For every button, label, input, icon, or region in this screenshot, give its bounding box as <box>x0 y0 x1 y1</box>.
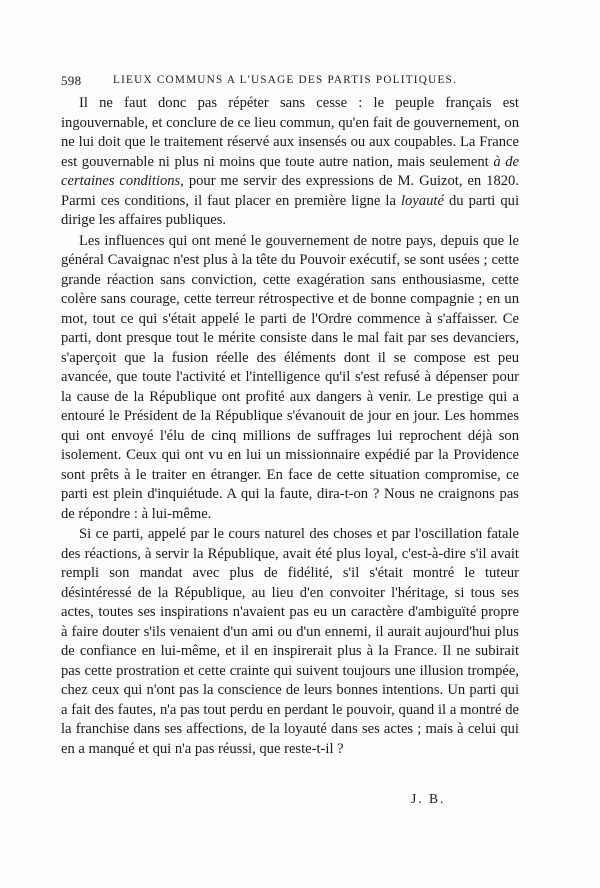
italic-phrase: loyauté <box>400 192 444 209</box>
page-number: 598 <box>61 73 82 88</box>
paragraph <box>61 525 519 759</box>
italic-phrase: à de certaines conditions <box>61 153 519 189</box>
paragraph <box>61 94 519 231</box>
book-page <box>61 0 519 888</box>
paragraph <box>61 232 519 525</box>
text-run: , pour me servir des expressions de M. Guizot, en 1820. Parmi ces conditions, il faut placer en première ligne la <box>61 173 519 209</box>
running-title: LIEUX COMMUNS A L'USAGE DES PARTIS POLITIQUES. <box>113 74 458 86</box>
article-body <box>61 94 519 759</box>
running-head <box>61 73 519 89</box>
text-run: du parti qui dirige les affaires publiques. <box>61 192 519 228</box>
text-run: Si ce parti, appelé par le cours naturel des choses et par l'oscillation fatale des réactions, à servir la République, avait été plus loyal, c'est-à-dire s'il avait rempli son mandat avec plus de fidélité, s'il s'était montré le tuteur désintéressé de la République, au lieu d'en convoiter l'héritage, si tous ses actes, toutes ses inspirations n'avaient pas eu un caractère d'ambiguïté propre à faire douter s'ils venaient d'un ami ou d'un ennemi, il aurait aujourd'hui plus de confiance en lui-même, et il en inspirerait plus à la France. Il ne subirait pas cette prostration et cette crainte qui suivent toujours une illusion trompée, chez ceux qui n'ont pas la conscience de leurs bonnes intentions. Un parti qui a fait des fautes, n'a pas tout perdu en perdant le pouvoir, quand il a montré de la franchise dans ses affections, de la loyauté dans ses actes ; mais à celui qui en a manqué et qui n'a pas réussi, que reste-t-il ? <box>61 526 519 757</box>
text-run: Les influences qui ont mené le gouvernement de notre pays, depuis que le général Cavaignac n'est plus à la tête du Pouvoir exécutif, se sont usées ; cette grande réaction sans conviction, cette exagération sans enthousiasme, cette colère sans courage, cette terreur rétrospective et de bonne compagnie ; en un mot, tout ce qui s'était appelé le parti de l'Ordre commence à s'affaisser. Ce parti, dont presque tout le mérite consiste dans le mal fait par ses devanciers, s'aperçoit que la fusion réelle des éléments dont il se compose est peu avancée, que toute l'activité et l'intelligence qu'il s'est refusé à dépenser pour la cause de la République ont profité aux dangers à venir. Le prestige qui a entouré le Président de la République s'évanouit de jour en jour. Les hommes qui ont envoyé l'élu de cinq millions de suffrages lui reprochent déjà son isolement. Ceux qui ont vu en lui un missionnaire expédié par la Providence sont prêts à le traiter en étranger. En face de cette situation compromise, ce parti est plein d'inquiétude. A qui la faute, dira-t-on ? Nous ne craignons pas de répondre : à lui-même. <box>61 232 519 522</box>
author-signature: J. B. <box>411 791 446 806</box>
text-run: Il ne faut donc pas répéter sans cesse : le peuple français est ingouvernable, et conclure de ce lieu commun, qu'en fait de gouvernement, on ne lui doit que le traitement réservé aux insensés ou aux coupables. La France est gouvernable ni plus ni moins que toute autre nation, mais seulement <box>61 95 519 170</box>
